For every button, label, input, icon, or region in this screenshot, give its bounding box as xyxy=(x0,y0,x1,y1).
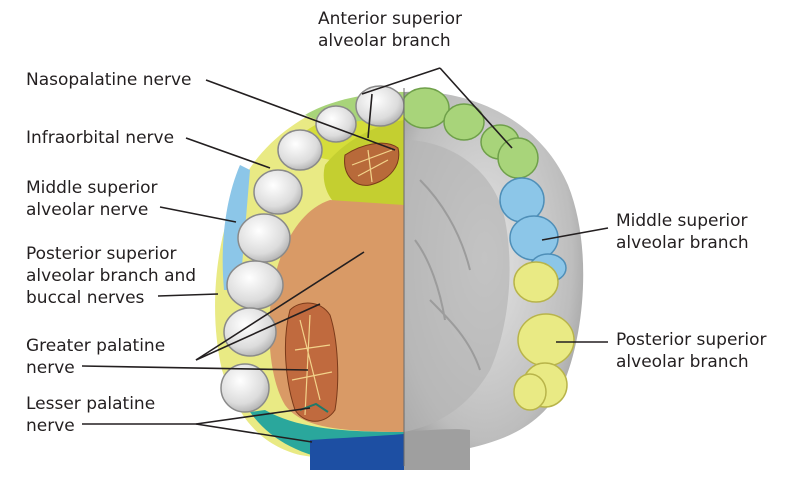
soft-palate-left xyxy=(310,434,404,470)
label-posterior-superior-alveolar-branch-and-buccal-nerves: Posterior superior alveolar branch and buccal nerves xyxy=(26,244,197,308)
label-nasopalatine-nerve: Nasopalatine nerve xyxy=(26,70,192,90)
leader-infraorbital xyxy=(186,138,270,168)
label-anterior-superior-alveolar-branch: Anterior superior alveolar branch xyxy=(318,9,463,51)
label-middle-superior-alveolar-nerve: Middle superior alveolar nerve xyxy=(26,178,158,220)
right-half-maxilla xyxy=(401,88,583,470)
label-middle-superior-alveolar-branch: Middle superior alveolar branch xyxy=(616,211,749,253)
greater-palatine-vessels xyxy=(285,303,337,421)
soft-palate-right xyxy=(404,429,470,470)
leader-middle-superior-nerve xyxy=(160,207,236,222)
label-lesser-palatine-nerve: Lesser palatine nerve xyxy=(26,394,156,436)
label-infraorbital-nerve: Infraorbital nerve xyxy=(26,128,175,148)
label-posterior-superior-alveolar-branch: Posterior superior alveolar branch xyxy=(616,330,767,372)
label-greater-palatine-nerve: Greater palatine nerve xyxy=(26,336,166,378)
